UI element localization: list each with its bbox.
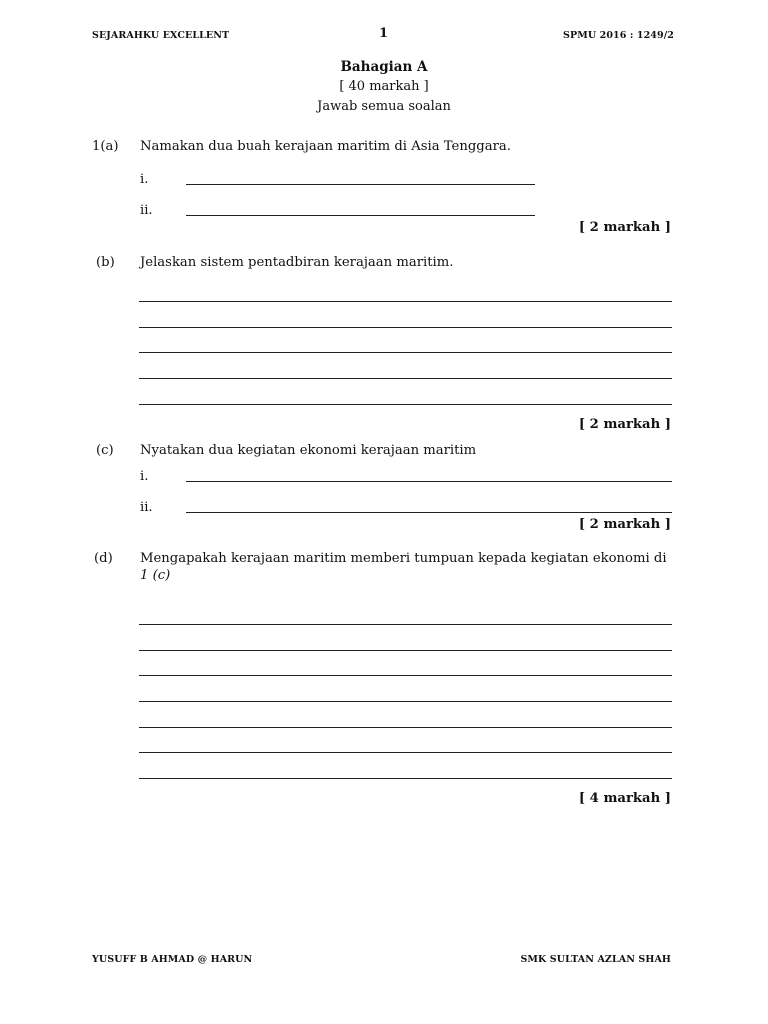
answer-line-b-2[interactable]: [139, 327, 672, 328]
question-d-number: (d): [94, 551, 113, 566]
question-a-item-1: i.: [140, 172, 149, 187]
question-c-item-2: ii.: [140, 500, 153, 515]
header-left: SEJARAHKU EXCELLENT: [92, 30, 230, 41]
section-instruction: Jawab semua soalan: [317, 99, 451, 114]
footer-right: SMK SULTAN AZLAN SHAH: [520, 954, 671, 965]
question-d-text: Mengapakah kerajaan maritim memberi tumpuan kepada kegiatan ekonomi di: [140, 551, 667, 566]
question-c-marks: [ 2 markah ]: [578, 517, 671, 532]
answer-line-d-7[interactable]: [139, 778, 672, 779]
question-a-marks: [ 2 markah ]: [578, 220, 671, 235]
answer-line-d-1[interactable]: [139, 624, 672, 625]
question-d-reference: 1 (c): [140, 568, 171, 583]
answer-line-d-3[interactable]: [139, 675, 672, 676]
answer-line-b-1[interactable]: [139, 301, 672, 302]
question-a-item-2: ii.: [140, 203, 153, 218]
answer-line-d-2[interactable]: [139, 650, 672, 651]
answer-line-b-3[interactable]: [139, 352, 672, 353]
question-c-text: Nyatakan dua kegiatan ekonomi kerajaan maritim: [140, 443, 477, 458]
question-d-marks: [ 4 markah ]: [578, 791, 671, 806]
answer-line-d-4[interactable]: [139, 701, 672, 702]
answer-line-a-2[interactable]: [186, 215, 535, 216]
answer-line-b-4[interactable]: [139, 378, 672, 379]
question-c-item-1: i.: [140, 469, 149, 484]
answer-line-b-5[interactable]: [139, 404, 672, 405]
question-c-number: (c): [96, 443, 114, 458]
answer-line-a-1[interactable]: [186, 184, 535, 185]
answer-line-d-5[interactable]: [139, 727, 672, 728]
page-number: 1: [379, 26, 389, 41]
question-a-number: 1(a): [92, 139, 119, 154]
header-right: SPMU 2016 : 1249/2: [563, 30, 674, 41]
answer-line-c-2[interactable]: [186, 512, 672, 513]
question-a-text: Namakan dua buah kerajaan maritim di Asia Tenggara.: [140, 139, 511, 154]
question-b-text: Jelaskan sistem pentadbiran kerajaan maritim.: [140, 255, 454, 270]
question-b-number: (b): [96, 255, 115, 270]
section-marks: [ 40 markah ]: [339, 79, 429, 94]
section-title: Bahagian A: [340, 59, 428, 75]
question-b-marks: [ 2 markah ]: [578, 417, 671, 432]
answer-line-c-1[interactable]: [186, 481, 672, 482]
footer-left: YUSUFF B AHMAD @ HARUN: [92, 954, 253, 965]
answer-line-d-6[interactable]: [139, 752, 672, 753]
